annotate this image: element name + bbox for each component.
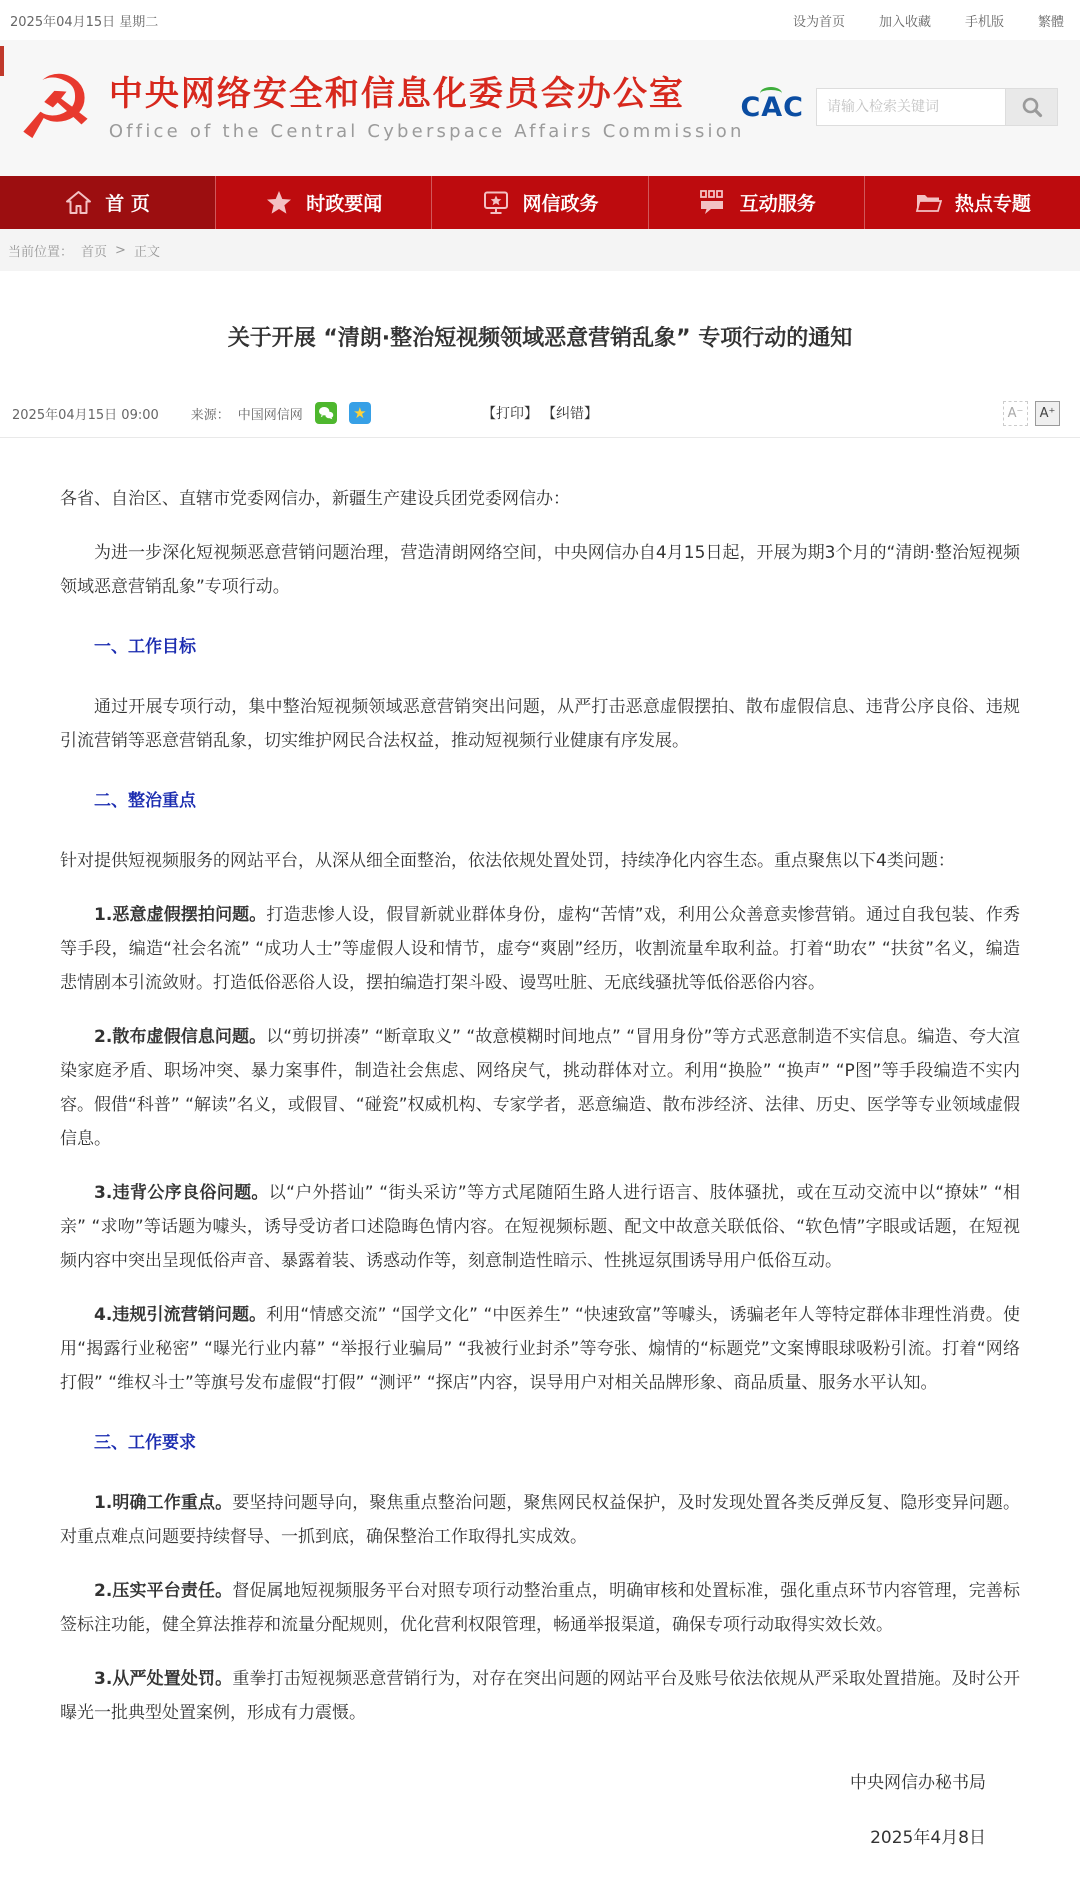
article-meta-row: [12, 398, 1068, 428]
article-paragraph: 2.散布虚假信息问题。以“剪切拼凑” “断章取义” “故意模糊时间地点” “冒用身份”等方式恶意制造不实信息。编造、夸大渲染家庭矛盾、职场冲突、暴力案事件，制造社会焦虑、网络戾气，挑动群体对立。利用“换脸” “换声” “P图”等手段编造不实内容。假借“科普” “解读”名义，或假冒、“碰瓷”权威机构、专家学者，恶意编造、散布涉经济、法律、历史、医学等专业领域虚假信息。: [60, 1027, 1020, 1149]
traditional-chinese-link[interactable]: 繁體: [1037, 14, 1064, 30]
section-heading: 三、工作要求: [94, 1433, 196, 1453]
breadcrumb: [0, 229, 1080, 271]
article-paragraph: 3.违背公序良俗问题。以“户外搭讪” “街头采访”等方式尾随陌生路人进行语言、肢体骚扰，或在互动交流中以“撩妹” “相亲” “求吻”等话题为噱头，诱导受访者口述隐晦色情内容。在短视频标题、配文中故意关联低俗、“软色情”字眼或话题，在短视频内容中突出呈现低俗声音、暴露着装、诱惑动作等，刻意制造性暗示、性挑逗氛围诱导用户低俗互动。: [60, 1183, 1020, 1271]
folder-icon: [914, 189, 942, 217]
current-date: 2025年04月15日 星期二: [10, 14, 159, 30]
article-paragraph: 为进一步深化短视频恶意营销问题治理，营造清朗网络空间，中央网信办自4月15日起，开展为期3个月的“清朗·整治短视频领域恶意营销乱象”专项行动。: [60, 543, 1020, 597]
nav-item-egov[interactable]: [431, 176, 647, 229]
left-edge-accent: [0, 46, 4, 76]
chat-bubble-icon: [697, 189, 727, 217]
monitor-star-icon: [482, 189, 510, 217]
nav-item-home[interactable]: [0, 176, 215, 229]
nav-label: 网信政务: [522, 193, 599, 215]
breadcrumb-separator: >: [115, 242, 126, 258]
nav-label: 时政要闻: [306, 193, 383, 215]
meta-actions: [482, 403, 598, 423]
site-subtitle: Office of the Central Cyberspace Affairs Commission: [108, 121, 745, 143]
wechat-share-icon[interactable]: [315, 402, 337, 424]
article-paragraph: 2.压实平台责任。督促属地短视频服务平台对照专项行动整治重点，明确审核和处置标准，强化重点环节内容管理，完善标签标注功能，健全算法推荐和流量分配规则，优化营利权限管理，畅通举报渠道，确保专项行动取得实效长效。: [60, 1581, 1021, 1635]
font-smaller-button[interactable]: A⁻: [1003, 401, 1028, 426]
main-nav: [0, 176, 1080, 229]
top-utility-bar: [0, 0, 1080, 40]
article-title: 关于开展 “清朗·整治短视频领域恶意营销乱象” 专项行动的通知: [227, 326, 853, 351]
search-input[interactable]: [816, 88, 1006, 126]
article-container: [0, 271, 1080, 1882]
article-paragraph: 通过开展专项行动，集中整治短视频领域恶意营销突出问题，从严打击恶意虚假摆拍、散布虚假信息、违背公序良俗、违规引流营销等恶意营销乱象，切实维护网民合法权益，推动短视频行业健康有序发展。: [60, 697, 1020, 751]
mobile-version-link[interactable]: 手机版: [964, 14, 1004, 30]
publish-datetime: 2025年04月15日 09:00: [12, 407, 159, 423]
breadcrumb-home-link[interactable]: 首页: [81, 244, 108, 260]
nav-item-interactive[interactable]: [648, 176, 864, 229]
article-paragraph: 3.从严处置处罚。重拳打击短视频恶意营销行为，对存在突出问题的网站平台及账号依法依规从严采取处置措施。及时公开曝光一批典型处置案例，形成有力震慑。: [60, 1669, 1021, 1723]
article-body: [0, 438, 1080, 1730]
site-identity: [109, 74, 745, 143]
home-icon: [65, 189, 92, 216]
nav-label: 互动服务: [739, 193, 816, 215]
article-paragraph: 针对提供短视频服务的网站平台，从深从细全面整治，依法依规处置处罚，持续净化内容生态。重点聚焦以下4类问题：: [60, 851, 955, 871]
article-paragraph: 4.违规引流营销问题。利用“情感交流” “国学文化” “中医养生” “快速致富”等噱头，诱骗老年人等特定群体非理性消费。使用“揭露行业秘密” “曝光行业内幕” “举报行业骗局” “我被行业封杀”等夸张、煽情的“标题党”文案博眼球吸粉引流。打着“网络打假” “维权斗士”等旗号发布虚假“打假” “测评” “探店”内容，误导用户对相关品牌形象、商品质量、服务水平认知。: [60, 1305, 1020, 1393]
search-icon: [1020, 95, 1044, 119]
meta-left: [12, 402, 371, 424]
signature: 中央网信办秘书局: [850, 1773, 986, 1793]
site-title: 中央网络安全和信息化委员会办公室: [108, 73, 685, 114]
qzone-share-icon[interactable]: ★: [349, 402, 371, 424]
add-favorite-link[interactable]: 加入收藏: [878, 14, 931, 30]
nav-item-topics[interactable]: [864, 176, 1080, 229]
source-label: 来源：: [190, 407, 230, 423]
breadcrumb-current: 正文: [133, 244, 160, 260]
star-icon: [265, 189, 293, 217]
search-button[interactable]: [1006, 88, 1058, 126]
article-paragraph: 1.恶意虚假摆拍问题。打造悲惨人设，假冒新就业群体身份，虚构“苦情”戏，利用公众善意卖惨营销。通过自我包装、作秀等手段，编造“社会名流” “成功人士”等虚假人设和情节，虚夸“爽剧”经历，收割流量牟取利益。打着“助农” “扶贫”名义，编造悲情剧本引流敛财。打造低俗恶俗人设，摆拍编造打架斗殴、谩骂吐脏、无底线骚扰等低俗恶俗内容。: [60, 905, 1020, 993]
set-homepage-link[interactable]: 设为首页: [792, 14, 845, 30]
breadcrumb-label: 当前位置：: [8, 244, 74, 260]
search-zone: [740, 88, 1058, 126]
font-size-controls: [1003, 401, 1060, 426]
print-button[interactable]: 【打印】: [482, 406, 538, 422]
nav-label: 首 页: [105, 193, 150, 215]
article-paragraph: 各省、自治区、直辖市党委网信办，新疆生产建设兵团党委网信办：: [60, 489, 570, 509]
error-report-button[interactable]: 【纠错】: [542, 406, 598, 422]
cac-logo: CAC: [740, 91, 804, 123]
topbar-links: [793, 11, 1070, 30]
nav-item-news[interactable]: [215, 176, 431, 229]
article-paragraph: 1.明确工作重点。要坚持问题导向，聚焦重点整治问题，聚焦网民权益保护，及时发现处置各类反弹反复、隐形变异问题。对重点难点问题要持续督导、一抓到底，确保整治工作取得扎实成效。: [60, 1493, 1021, 1547]
masthead: [0, 40, 1080, 176]
font-larger-button[interactable]: A⁺: [1035, 401, 1060, 426]
hammer-sickle-logo: ☭: [16, 56, 95, 159]
section-heading: 二、整治重点: [94, 791, 196, 811]
source-name: 中国网信网: [237, 407, 303, 423]
nav-label: 热点专题: [954, 193, 1031, 215]
signature-date: 2025年4月8日: [870, 1828, 986, 1848]
section-heading: 一、工作目标: [94, 637, 196, 657]
